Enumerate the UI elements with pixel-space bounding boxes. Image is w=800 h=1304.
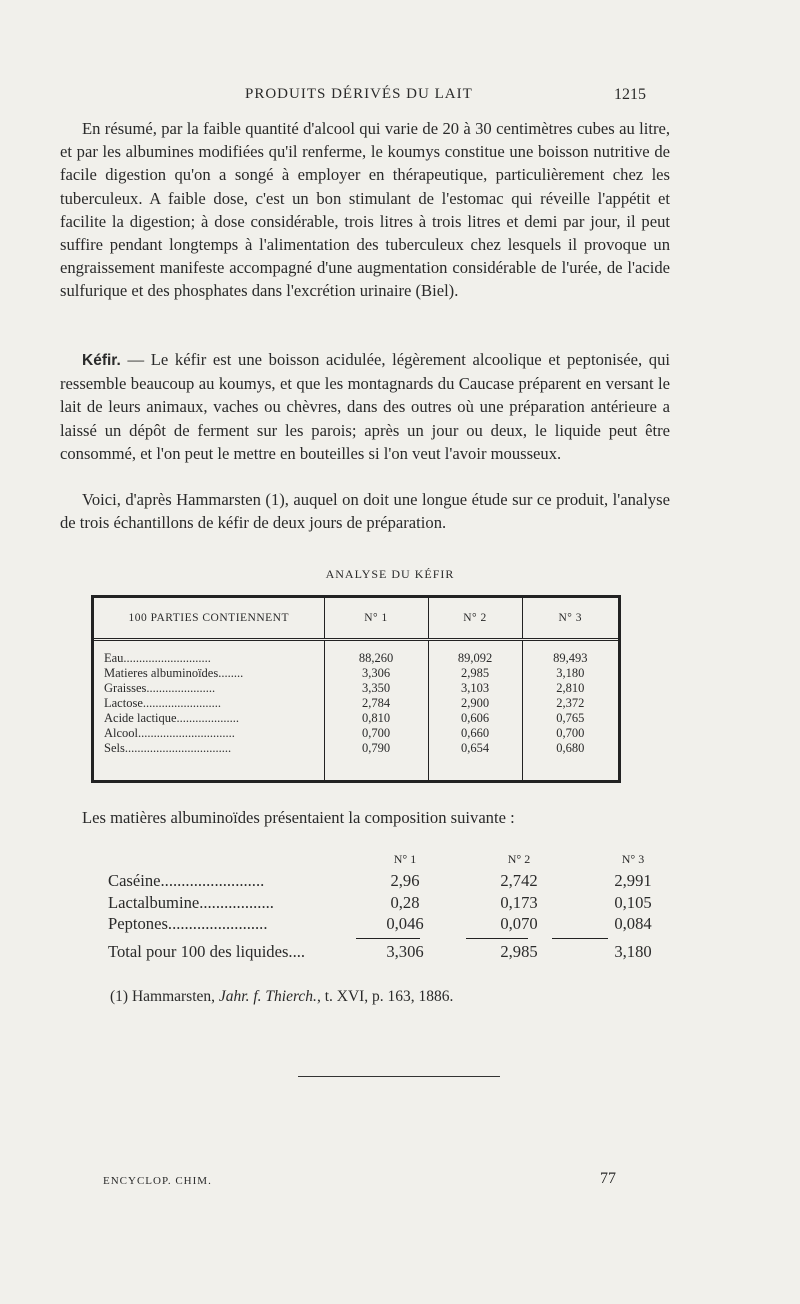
- kefir-analysis-table: [91, 595, 621, 783]
- cell-value: 0,790: [324, 741, 428, 756]
- kefir-term: Kéfir.: [82, 352, 121, 369]
- running-header: PRODUITS DÉRIVÉS DU LAIT: [245, 86, 473, 102]
- table-row: [94, 696, 618, 711]
- kefir-description: — Le kéfir est une boisson acidulée, légèrement alcoolique et peptonisée, qui ressemble beaucoup au koumys, et que les montagnards du Caucase préparent en versant le lait de leurs animaux, vaches ou chèvres, dans des outres où une préparation antérieure a laissé un dépôt de ferment sur les parois; après un jour ou deux, le liquide peut être consommé, et l'on peut le mettre en bouteilles si l'on veut l'avoir mousseux.: [60, 350, 670, 463]
- cell-value: 2,810: [556, 681, 585, 695]
- sum-rule: [356, 938, 420, 939]
- cell-value: 0,700: [556, 726, 585, 740]
- table-row: [108, 892, 690, 914]
- cell-value: 2,372: [556, 696, 585, 710]
- row-label: Peptones........................: [108, 914, 268, 933]
- table-row: [108, 870, 690, 892]
- column-header: 100 PARTIES CONTIENNENT: [94, 598, 324, 640]
- row-label: Caséine.........................: [108, 871, 265, 890]
- footnote: [110, 988, 453, 1006]
- column-header: N° 2: [507, 852, 531, 866]
- paragraph-kefir: [60, 348, 670, 465]
- cell-value: 0,046: [386, 914, 424, 933]
- sum-rule: [552, 938, 608, 939]
- table-row: [94, 741, 618, 756]
- row-label: Acide lactique....................: [94, 711, 324, 726]
- row-label: Lactose.........................: [94, 696, 324, 711]
- cell-value: 0,654: [428, 741, 522, 756]
- table-header-row: [108, 848, 690, 870]
- footer-rule: [298, 1076, 500, 1077]
- page-number: 1215: [614, 86, 646, 103]
- row-label: Lactalbumine..................: [108, 892, 274, 912]
- row-label: Sels..................................: [94, 741, 324, 756]
- cell-value: 2,96: [390, 871, 420, 890]
- column-header: N° 3: [522, 598, 618, 640]
- cell-value: 3,180: [556, 666, 585, 680]
- cell-value: 2,985: [428, 666, 522, 681]
- table-row: [108, 913, 690, 935]
- cell-value: 0,680: [556, 741, 585, 755]
- albuminoid-composition-table: [108, 848, 690, 962]
- signature-number: 77: [600, 1170, 616, 1187]
- total-value: 2,985: [500, 941, 538, 961]
- row-label: Matieres albuminoïdes........: [94, 666, 324, 681]
- table-spacer-row: [94, 756, 618, 782]
- row-label: Alcool...............................: [94, 726, 324, 741]
- paragraph-composition-intro: Les matières albuminoïdes présentaient la composition suivante :: [82, 808, 515, 827]
- cell-value: 0,765: [556, 711, 585, 725]
- cell-value: 0,105: [614, 892, 652, 912]
- cell-value: 88,260: [324, 640, 428, 667]
- cell-value: 2,900: [428, 696, 522, 711]
- cell-value: 3,103: [428, 681, 522, 696]
- cell-value: 0,810: [324, 711, 428, 726]
- cell-value: 3,350: [324, 681, 428, 696]
- cell-value: 2,991: [614, 871, 652, 890]
- table-row: [94, 666, 618, 681]
- footnote-suffix: , t. XVI, p. 163, 1886.: [316, 988, 454, 1005]
- cell-value: 3,306: [324, 666, 428, 681]
- table-row: [94, 711, 618, 726]
- total-value: 3,306: [386, 941, 424, 961]
- footnote-prefix: (1) Hammarsten,: [110, 988, 219, 1005]
- row-label: Graisses......................: [94, 681, 324, 696]
- table-title: ANALYSE DU KÉFIR: [325, 567, 455, 581]
- footnote-journal: Jahr. f. Thierch.: [218, 988, 317, 1005]
- paragraph-koumys-summary: En résumé, par la faible quantité d'alcool qui varie de 20 à 30 centimètres cubes au litre, et par les albumines modifiées qu'il renferme, le koumys constitue une boisson nutritive de facile digestion qu'on a songé à employer en thérapeutique, particulièrement chez les tuberculeux. A faible dose, c'est un bon stimulant de l'estomac qui réveille l'appétit et facilite la digestion; à dose considérable, trois litres à trois litres et demi par jour, il peut suffire pendant longtemps à l'alimentation des tuberculeux chez lesquels il provoque un engraissement manifeste accompagné d'une augmentation considérable de l'urée, de l'acide sulfurique et des phosphates dans l'excrétion urinaire (Biel).: [60, 119, 670, 301]
- cell-value: 0,28: [390, 892, 420, 912]
- column-header: N° 3: [621, 852, 645, 866]
- column-header: N° 2: [428, 598, 522, 640]
- sum-rule: [466, 938, 528, 939]
- column-header: N° 1: [324, 598, 428, 640]
- cell-value: 2,742: [500, 871, 538, 890]
- table-row: [94, 726, 618, 741]
- cell-value: 0,173: [500, 892, 538, 912]
- row-label: Eau............................: [94, 640, 324, 667]
- column-header: N° 1: [393, 852, 417, 866]
- cell-value: 89,493: [553, 651, 588, 665]
- total-value: 3,180: [614, 941, 652, 961]
- table-header-row: [94, 598, 618, 640]
- cell-value: 2,784: [324, 696, 428, 711]
- total-label: Total pour 100 des liquides....: [108, 941, 306, 961]
- footer-signature: ENCYCLOP. CHIM.: [103, 1175, 212, 1187]
- cell-value: 0,606: [428, 711, 522, 726]
- paragraph-hammarsten: Voici, d'après Hammarsten (1), auquel on doit une longue étude sur ce produit, l'analyse de trois échantillons de kéfir de deux jours de préparation.: [60, 490, 670, 533]
- table-row: [94, 681, 618, 696]
- table-row: [94, 640, 618, 667]
- cell-value: 89,092: [428, 640, 522, 667]
- cell-value: 0,660: [428, 726, 522, 741]
- cell-value: 0,084: [614, 914, 652, 933]
- cell-value: 0,700: [324, 726, 428, 741]
- cell-value: 0,070: [500, 914, 538, 933]
